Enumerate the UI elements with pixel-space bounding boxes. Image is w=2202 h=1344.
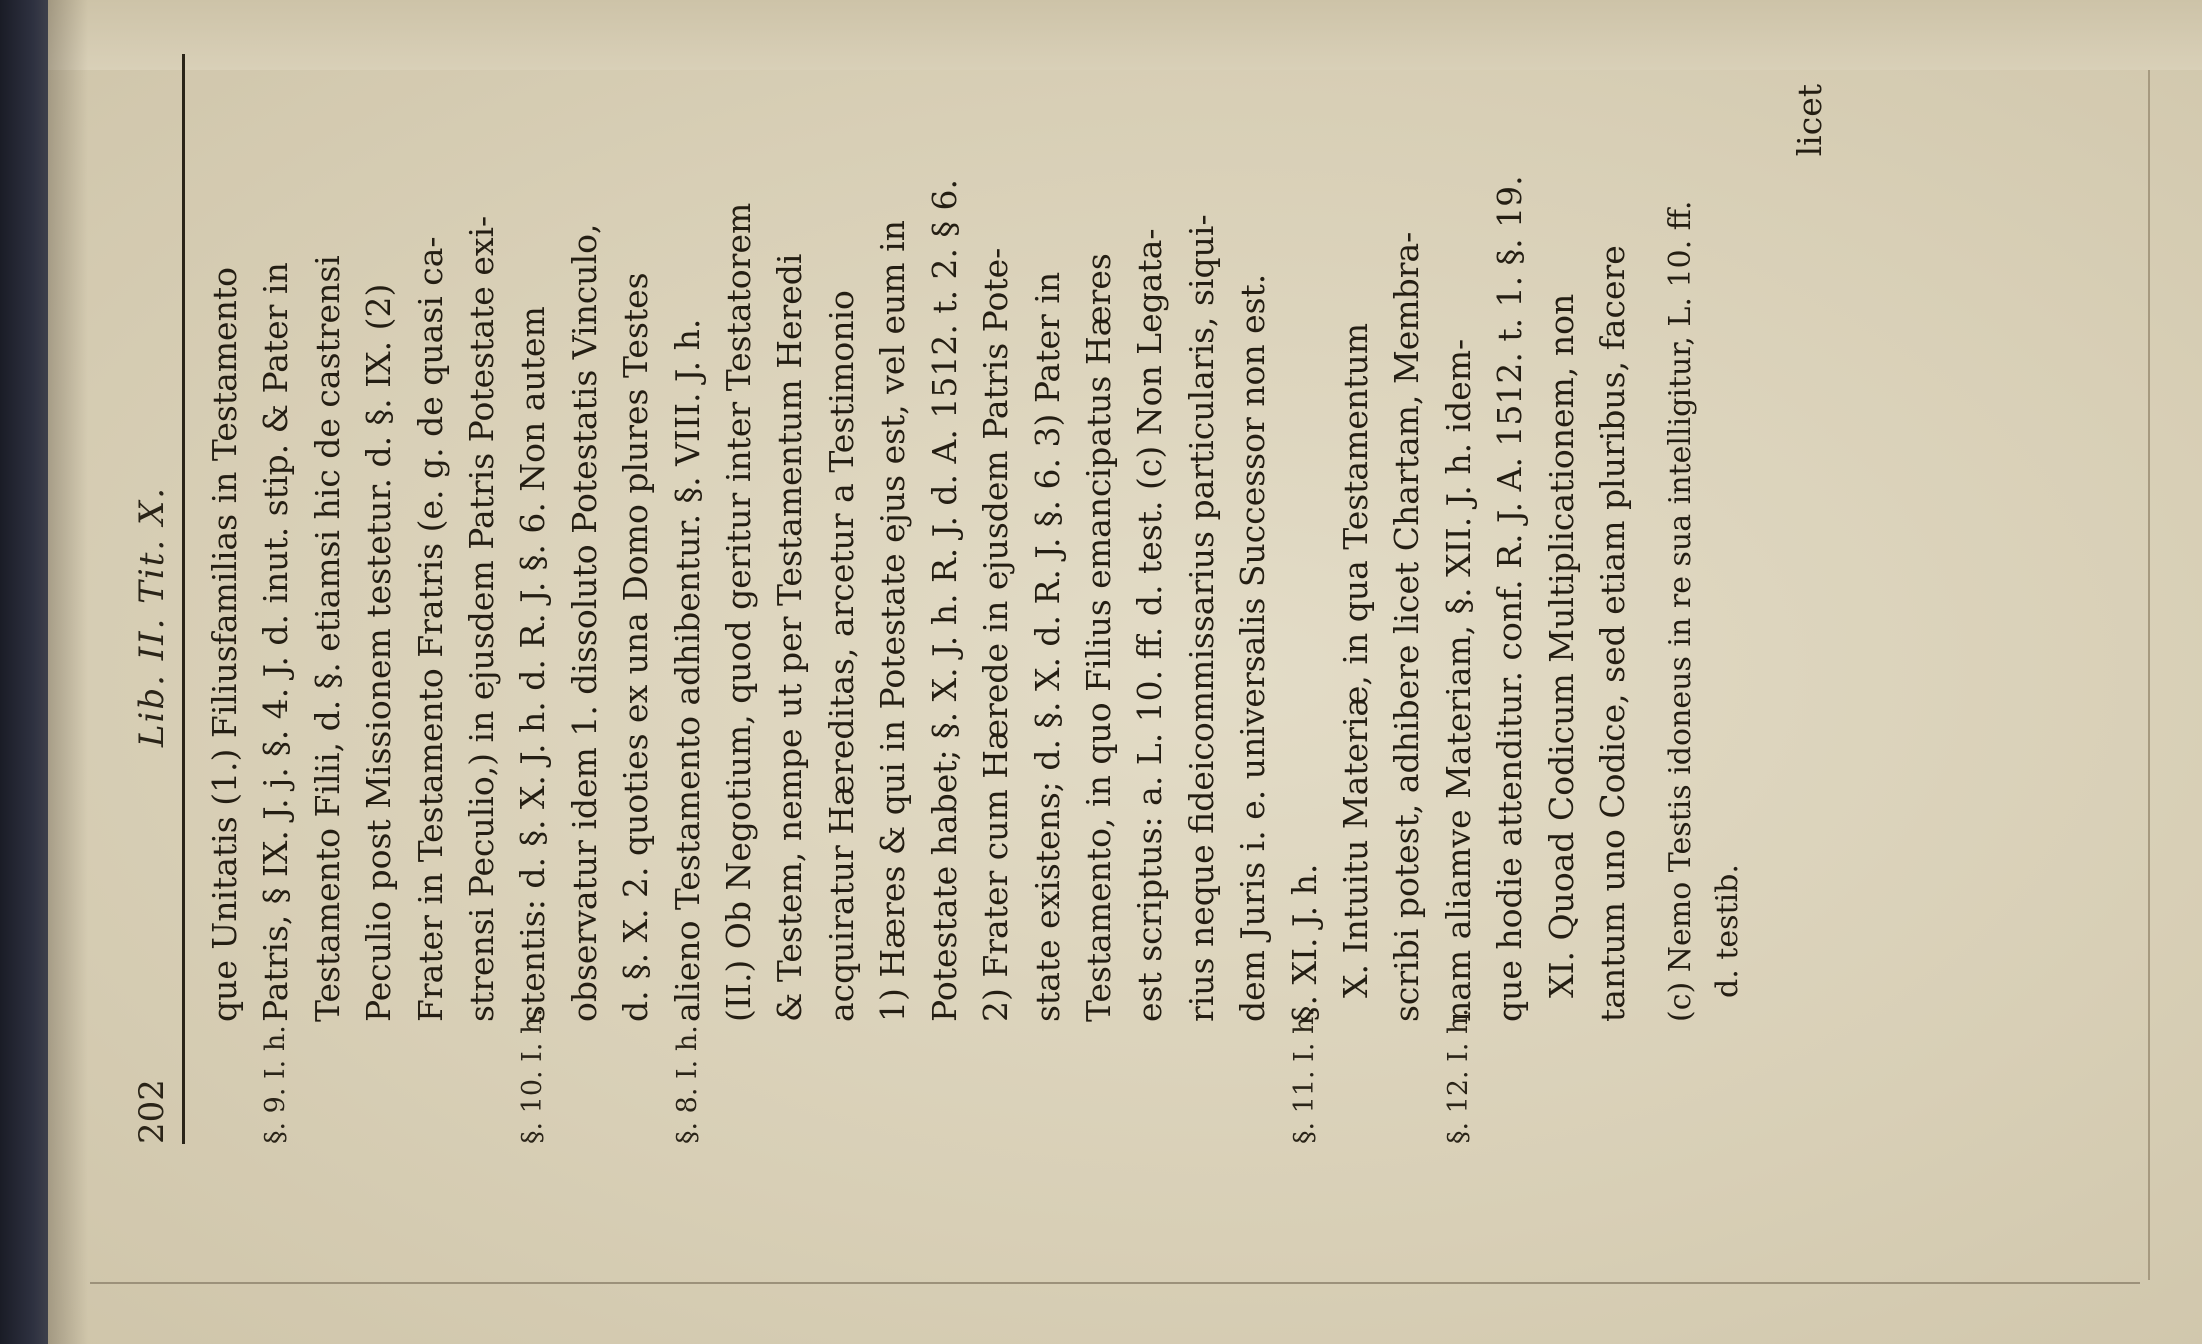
text-line [610,54,661,1144]
running-header [130,54,174,1144]
line-text: Frater in Testamento Fratris (e. g. de quasi ca- [410,236,450,1022]
margin-reference: §. 11. I. h. [1288,1008,1320,1144]
line-text: XI. Quoad Codicum Multiplicationem, non [1541,293,1581,998]
line-text: 2) Frater cum Hærede in ejusdem Patris Pote- [976,247,1016,1022]
footnote-line-1: (c) Nemo Testis idoneus in re sua intelligitur, L. 10. ff. [1663,200,1699,1022]
line-text: §. XI. J. h. [1284,863,1324,1022]
text-line [1073,54,1124,1144]
line-text: tantum uno Codice, sed etiam pluribus, facere [1592,245,1632,1022]
line-text: 1) Hæres & qui in Potestate ejus est, vel eum in [873,220,913,1022]
text-line [1330,54,1381,1144]
line-text: que hodie attenditur. conf. R. J. A. 1512. t. 1. §. 19. [1490,175,1530,1022]
text-line [1124,54,1175,1144]
text-line [662,54,713,1144]
line-text: X. Intuitu Materiæ, in qua Testamentum [1335,323,1375,998]
text-block [130,54,1840,1144]
line-text: que Unitatis (1.) Filiusfamilias in Testamento [205,267,244,1022]
line-text: strensi Peculio,) in ejusdem Patris Potestate exi- [462,215,502,1022]
line-text: Testamento, in quo Filius emancipatus Hæres [1078,253,1118,1022]
text-line [1536,54,1587,1144]
text-line [353,54,404,1144]
catchword: licet [1790,84,1830,157]
line-text: Patris, § IX. J. j. §. 4. J. d. inut. stip. & Pater in [256,262,296,1022]
line-text: observatur idem 1. dissoluto Potestatis Vinculo, [564,223,604,1022]
text-line [456,54,507,1144]
text-line [1227,54,1278,1144]
text-line [1484,54,1535,1144]
text-line [250,54,301,1144]
line-text: Testamento Filii, d. §. etiamsi hic de castrensi [307,255,347,1022]
page-number: 202 [132,1079,172,1144]
text-line [816,54,867,1144]
line-text: & Testem, nempe ut per Testamentum Heredi [770,253,810,1022]
text-line [1433,54,1484,1144]
line-text: Peculio post Missionem testetur. d. §. IX. (2) [359,283,399,1022]
text-line [302,54,353,1144]
text-line [1279,54,1330,1144]
line-text: acquiratur Hæreditas, arcetur a Testimonio [821,290,861,1022]
header-rule [182,54,185,1144]
text-line [507,54,558,1144]
body-text [199,54,1638,1144]
text-line [919,54,970,1144]
line-text: dem Juris i. e. universalis Successor non est. [1233,273,1273,1022]
running-title: Lib. II. Tit. X. [132,485,172,748]
margin-reference: §. 12. I. h. [1442,1008,1474,1144]
line-text: scribi potest, adhibere licet Chartam, Membra- [1387,231,1427,1022]
line-text: alieno Testamento adhibentur. §. VIII. J. h. [667,318,707,1022]
footnote-line-2: d. testib. [1710,864,1746,998]
line-text: d. §. X. 2. quoties ex una Domo plures Testes [616,272,656,1022]
text-line [867,54,918,1144]
text-line [764,54,815,1144]
text-line [559,54,610,1144]
line-text: nam aliamve Materiam, §. XII. J. h. idem- [1438,338,1478,1022]
line-text: state existens; d. §. X. d. R. J. §. 6. 3) Pater in [1027,271,1067,1022]
line-text: stentis: d. §. X. J. h. d. R. J. §. 6. Non autem [513,306,553,1022]
text-line [713,54,764,1144]
text-line [1176,54,1227,1144]
text-line [970,54,1021,1144]
text-line [199,54,250,1144]
line-text: (II.) Ob Negotium, quod geritur inter Testatorem [719,202,759,1022]
line-text: est scriptus: a. L. 10. ff. d. test. (c) Non Legata- [1130,228,1170,1022]
margin-reference: §. 9. I. h. [260,1025,292,1144]
margin-reference: §. 8. I. h. [671,1025,703,1144]
text-line [1022,54,1073,1144]
margin-reference: §. 10. I. h. [517,1008,549,1144]
line-text: Potestate habet; §. X. J. h. R. J. d. A. 1512. t. 2. § 6. [924,179,964,1022]
text-line [405,54,456,1144]
text-line [1381,54,1432,1144]
line-text: rius neque fideicommissarius particularis, siqui- [1181,214,1221,1022]
text-line [1587,54,1638,1144]
